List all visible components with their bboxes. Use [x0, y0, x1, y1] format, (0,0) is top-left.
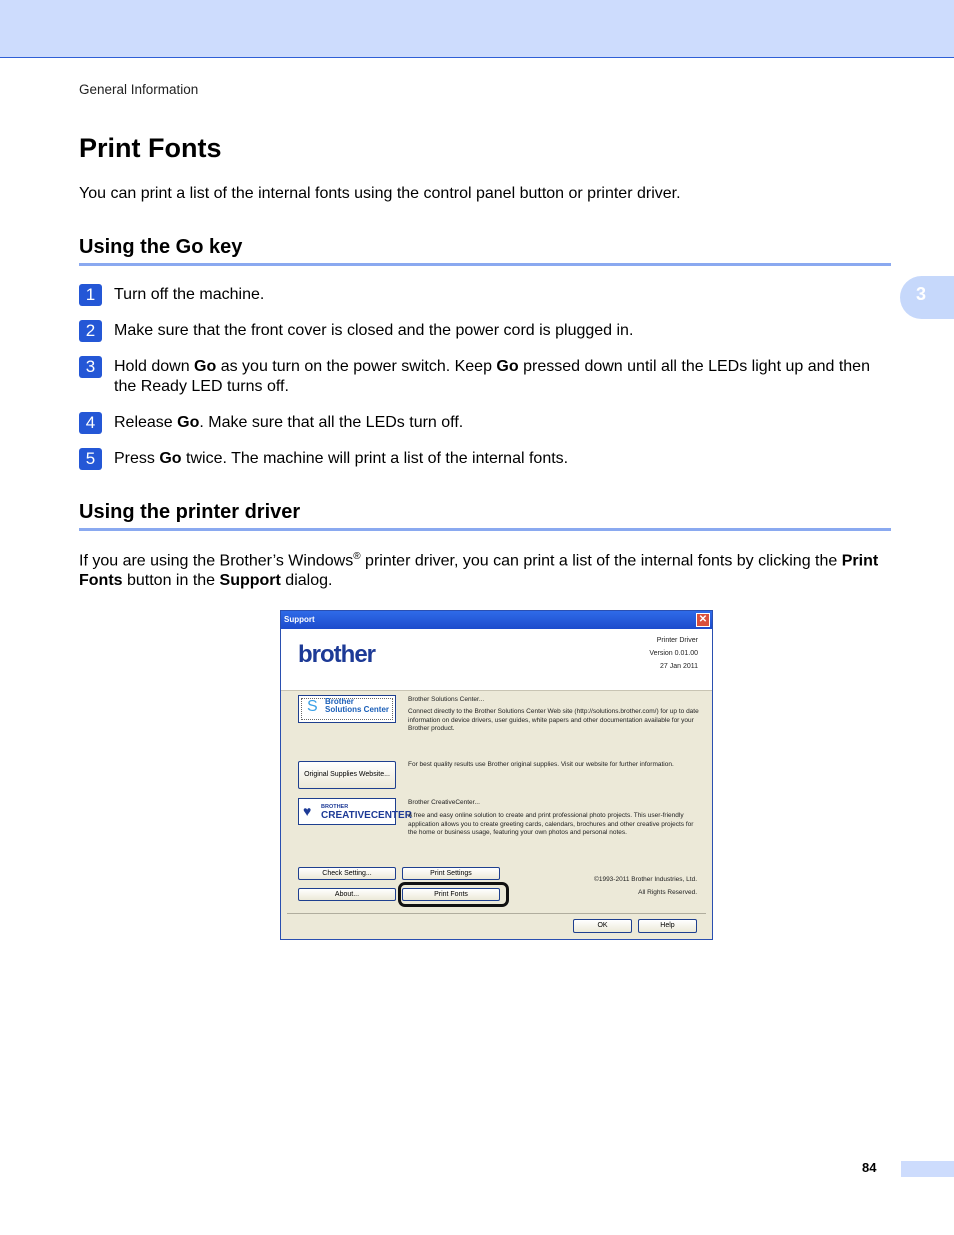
help-button[interactable]: Help — [638, 919, 697, 933]
step-text-part: pressed down until all the LEDs light up and then the Ready LED turns off. — [114, 358, 870, 395]
dialog-title-bar — [281, 611, 712, 629]
dialog-header — [281, 629, 712, 691]
intro-paragraph: You can print a list of the internal fonts using the control panel button or printer driver. — [79, 185, 681, 202]
step-text-part: Make sure that the front cover is closed and the power cord is plugged in. — [114, 322, 634, 339]
step-text — [114, 357, 891, 397]
breadcrumb: General Information — [79, 82, 199, 97]
brother-solutions-center-button[interactable] — [298, 695, 396, 723]
creative-center-icon: ♥ — [303, 803, 312, 819]
step-text-part: as you turn on the power switch. Keep — [216, 358, 497, 375]
step-text-part: Release — [114, 414, 178, 431]
section-heading-printer-driver: Using the printer driver — [79, 501, 891, 531]
para-text: button in the — [122, 572, 220, 590]
creative-center-button[interactable] — [298, 798, 412, 825]
step-text-part: . Make sure that all the LEDs turn off. — [199, 414, 464, 431]
bcc-small-text: BROTHER — [321, 804, 349, 810]
step-text-bold: Go — [177, 414, 200, 431]
close-icon[interactable]: ✕ — [696, 613, 710, 627]
copyright-line-2: All Rights Reserved. — [638, 889, 697, 896]
step-number-badge: 4 — [79, 412, 102, 434]
para-text: printer driver, you can print a list of the internal fonts by clicking the — [360, 552, 842, 570]
step-number-badge: 2 — [79, 320, 102, 342]
bsc-logo-text — [325, 698, 389, 714]
header-band — [0, 0, 954, 58]
copyright-line-1: ©1993-2011 Brother Industries, Ltd. — [594, 876, 697, 883]
bcc-big-text: CREATIVECENTER — [321, 810, 412, 821]
bsc-title: Brother Solutions Center... — [408, 696, 485, 703]
step-text — [114, 321, 891, 341]
print-fonts-highlight — [398, 882, 509, 907]
printer-driver-paragraph — [79, 547, 891, 591]
step-text-part: Turn off the machine. — [114, 286, 265, 303]
support-dialog — [280, 610, 713, 940]
step-text-bold: Go — [496, 358, 519, 375]
step-text — [114, 449, 891, 469]
driver-date: 27 Jan 2011 — [659, 663, 698, 670]
bsc-description: Connect directly to the Brother Solutions Center Web site (http://solutions.brother.com/) for up to date information on device drivers, user guides, white papers and other documentation available for your Brother product. — [408, 708, 699, 732]
chapter-number: 3 — [916, 284, 927, 304]
step-text-part: Hold down — [114, 358, 195, 375]
step-text — [114, 285, 891, 305]
bsc-line2: Solutions Center — [325, 705, 390, 714]
brother-logo: brother — [298, 641, 375, 668]
step-text-part: twice. The machine will print a list of the internal fonts. — [181, 450, 569, 467]
chapter-tab — [900, 276, 954, 319]
para-bold-print-fonts: Print Fonts — [79, 552, 879, 590]
driver-label: Printer Driver — [656, 637, 698, 644]
step-number-badge: 3 — [79, 356, 102, 378]
step-text-bold: Go — [159, 450, 182, 467]
page-title: Print Fonts — [79, 133, 222, 163]
para-bold-support: Support — [219, 572, 281, 590]
para-text: dialog. — [280, 572, 333, 590]
bcc-description: A free and easy online solution to create and print professional photo projects. This user-friendly application allows you to create greeting cards, calendars, brochures and other creative projects for the home or business usage, featuring your own photos and personal notes. — [408, 812, 694, 836]
footer-band — [901, 1161, 954, 1177]
about-button[interactable]: About... — [298, 888, 396, 901]
section-heading-go-key: Using the Go key — [79, 236, 891, 266]
step-number-badge: 1 — [79, 284, 102, 306]
original-supplies-button[interactable]: Original Supplies Website... — [298, 761, 396, 789]
step-number-badge: 5 — [79, 448, 102, 470]
ok-button[interactable]: OK — [573, 919, 632, 933]
solutions-swoosh-icon: S — [307, 698, 318, 715]
print-settings-button[interactable]: Print Settings — [402, 867, 500, 880]
bcc-title: Brother CreativeCenter... — [408, 799, 480, 806]
page-number: 84 — [862, 1160, 877, 1175]
step-text-part: Press — [114, 450, 160, 467]
driver-version: Version 0.01.00 — [649, 650, 698, 657]
step-text-bold: Go — [194, 358, 217, 375]
para-text: If you are using the Brother’s Windows — [79, 552, 354, 570]
dialog-title: Support — [284, 615, 315, 624]
dialog-separator — [287, 913, 706, 914]
print-fonts-button[interactable]: Print Fonts — [402, 888, 500, 901]
registered-mark: ® — [353, 551, 361, 562]
bsc-line1: Brother — [325, 697, 354, 706]
supplies-description: For best quality results use Brother original supplies. Visit our website for further information. — [408, 761, 674, 768]
check-setting-button[interactable]: Check Setting... — [298, 867, 396, 880]
step-text — [114, 413, 891, 433]
